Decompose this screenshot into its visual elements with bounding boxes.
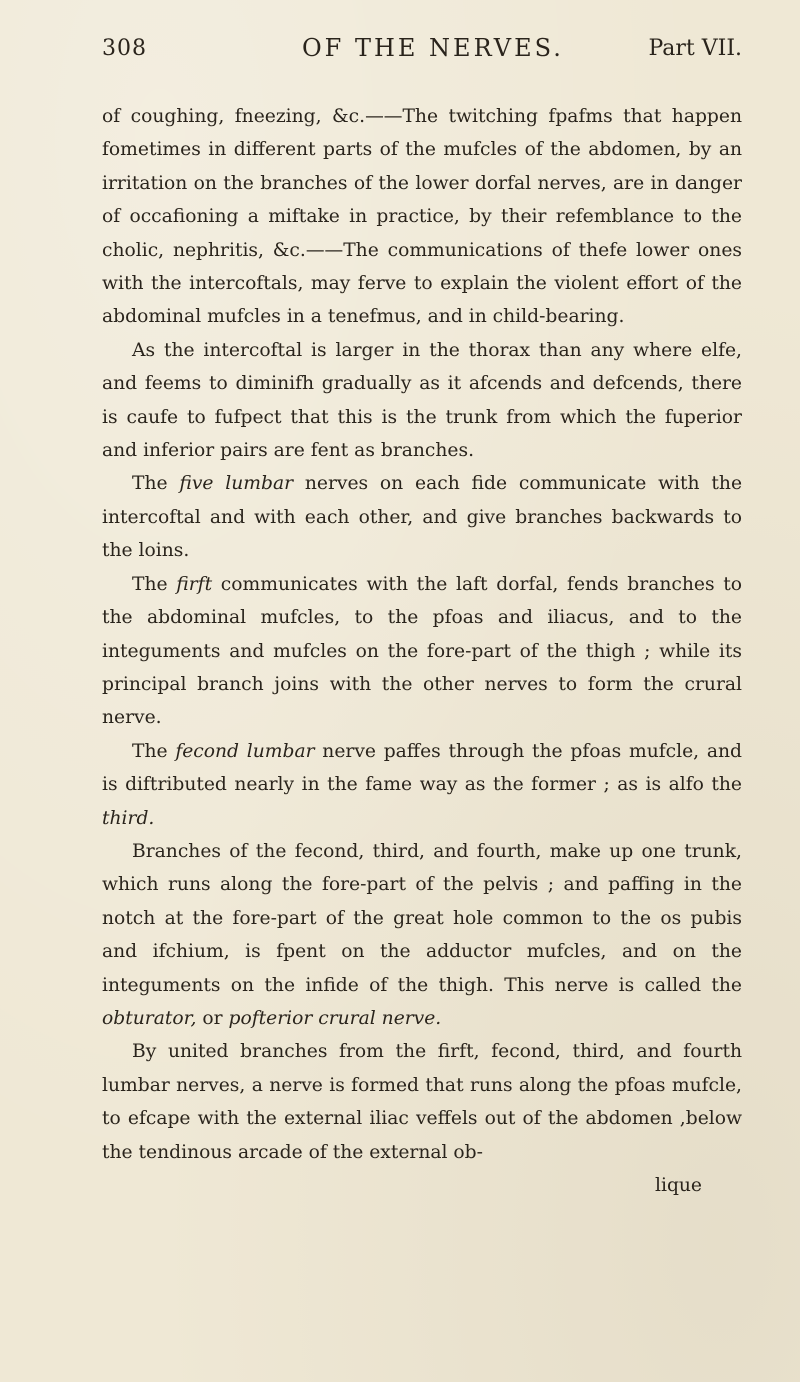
paragraph-3	[102, 467, 742, 567]
paragraph-3-before: The	[132, 473, 180, 495]
paragraph-5-after: nerve paffes through the pfoas mufcle, and is diftributed nearly in the fame way as the former ; as is alfo the	[102, 740, 742, 796]
paragraph-5-before: The	[132, 740, 176, 762]
paragraph-6-after: or	[196, 1007, 229, 1029]
paragraph-4-after: communicates with the laft dorfal, fends branches to the abdominal mufcles, to the pfoas and iliacus, and to the integuments and mufcles on the fore-part of the thigh ; while its principal branch joins with the other nerves to form the crural nerve.	[102, 573, 742, 729]
running-head	[102, 28, 742, 86]
catchword: lique	[654, 1175, 702, 1196]
paragraph-5-italic-2: third.	[102, 807, 155, 829]
paragraph-3-italic: five lumbar	[179, 473, 294, 495]
paragraph-3-after: nerves on each fide communicate with the intercoftal and with each other, and give branches backwards to the loins.	[102, 473, 743, 562]
paragraph-4-italic: firft	[176, 573, 213, 595]
paragraph-6-italic: obturator,	[102, 1007, 197, 1029]
paragraph-7-text: By united branches from the firft, fecond, third, and fourth lumbar nerves, a nerve is formed that runs along the pfoas mufcle, to efcape with the external iliac veffels out of the abdomen ,below the tendinous arcade of the external ob-	[102, 1041, 742, 1163]
paragraph-4-before: The	[132, 573, 177, 595]
running-title: OF THE NERVES.	[302, 34, 564, 62]
paragraph-5-italic: fecond lumbar	[175, 740, 315, 762]
paragraph-1-text: of coughing, fneezing, &c.——The twitching fpafms that happen fometimes in different parts of the mufcles of the abdomen, by an irritation on the branches of the lower dorfal nerves, are in danger of occafioning a miftake in practice, by their refemblance to the cholic, nephritis, &c.——The communications of thefe lower ones with the intercoftals, may ferve to explain the violent effort of the abdominal mufcles in a tenefmus, and in child-bearing.	[102, 106, 742, 328]
paragraph-7	[102, 1035, 742, 1169]
paragraph-6-italic-2: pofterior crural nerve.	[228, 1007, 442, 1029]
paragraph-2-text: As the intercoftal is larger in the thorax than any where elfe, and feems to diminifh gradually as it afcends and defcends, there is caufe to fufpect that this is the trunk from which the fuperior and inferior pairs are fent as branches.	[102, 339, 742, 462]
paragraph-6-before: Branches of the fecond, third, and fourth, make up one trunk, which runs along the fore-part of the pelvis ; and paffing in the notch at the fore-part of the great hole common to the os pubis and ifchium, is fpent on the adductor mufcles, and on the integuments on the infide of the thigh. This nerve is called the	[102, 840, 742, 996]
paragraph-5	[102, 735, 742, 835]
part-label: Part VII.	[648, 36, 742, 61]
paragraph-6	[102, 835, 742, 1035]
page-number: 308	[102, 36, 147, 61]
body-text	[102, 100, 742, 1169]
paragraph-1	[102, 100, 742, 334]
paragraph-4	[102, 568, 742, 735]
paragraph-2	[102, 334, 742, 468]
